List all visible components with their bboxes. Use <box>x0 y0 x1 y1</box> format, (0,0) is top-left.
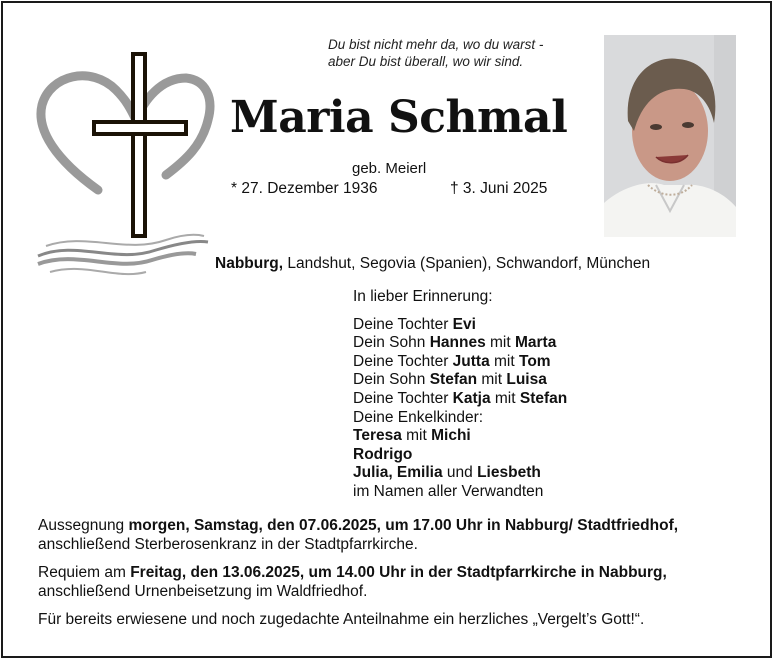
death-date: † 3. Juni 2025 <box>450 180 548 197</box>
maiden-name: geb. Meierl <box>352 160 427 177</box>
place-home: Nabburg, <box>215 255 284 272</box>
mourner-line: Teresa mit Michi <box>353 427 471 445</box>
mourner-line: Rodrigo <box>353 445 413 463</box>
mourner-line: Dein Sohn Stefan mit Luisa <box>353 371 547 389</box>
blessing-info: Aussegnung morgen, Samstag, den 07.06.2025, um 17.00 Uhr in Nabburg/ Stadtfriedhof, anschließend Sterberosenkranz in der Stadtpfarrkirche. <box>38 517 679 553</box>
requiem-info: Requiem am Freitag, den 13.06.2025, um 14.00 Uhr in der Stadtpfarrkirche in Nabburg, anschließend Urnenbeisetzung im Waldfriedhof. <box>38 564 667 600</box>
mourner-line: Dein Sohn Hannes mit Marta <box>353 334 557 352</box>
mourner-line: Deine Enkelkinder: <box>353 408 484 426</box>
thanks-note: Für bereits erwiesene und noch zugedachte Anteilnahme ein herzliches „Vergelt’s Gott!“. <box>38 611 645 628</box>
service-details <box>38 516 738 638</box>
motto-line-2: aber Du bist überall, wo wir sind. <box>328 54 524 69</box>
mourner-line: Deine Tochter Jutta mit Tom <box>353 352 551 370</box>
mourner-line: im Namen aller Verwandten <box>353 482 544 500</box>
mourners-list <box>353 288 567 502</box>
places <box>215 255 650 273</box>
mourner-line: Deine Tochter Katja mit Stefan <box>353 389 568 407</box>
motto <box>328 36 543 70</box>
cross-heart-emblem <box>36 50 216 290</box>
deceased-name: Maria Schmal <box>230 92 568 143</box>
birth-date: * 27. Dezember 1936 <box>231 180 378 197</box>
mourner-line: Deine Tochter Evi <box>353 315 476 333</box>
mourner-line: Julia, Emilia und Liesbeth <box>353 464 541 482</box>
mourners-intro: In lieber Erinnerung: <box>353 288 493 305</box>
place-others: Landshut, Segovia (Spanien), Schwandorf, München <box>283 255 651 272</box>
motto-line-1: Du bist nicht mehr da, wo du warst - <box>328 37 544 52</box>
portrait-photo <box>604 35 736 237</box>
